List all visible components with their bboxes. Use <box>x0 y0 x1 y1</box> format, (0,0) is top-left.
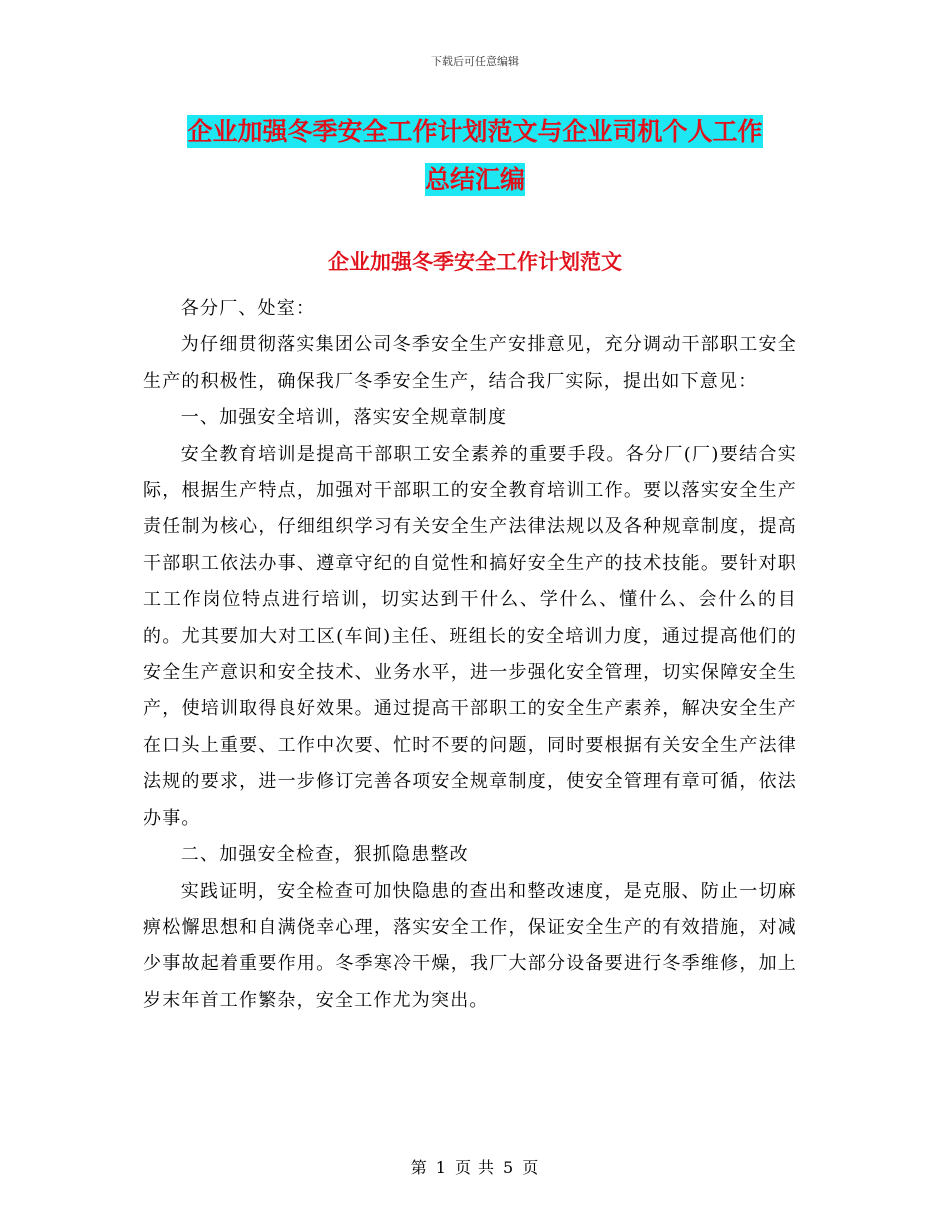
footer-suffix: 页 <box>522 1158 540 1177</box>
paragraph-training: 安全教育培训是提高干部职工安全素养的重要手段。各分厂(厂)要结合实际，根据生产特点，加强对干部职工的安全教育培训工作。要以落实安全生产责任制为核心，仔细组织学习有关安全生产法律法规以及各种规章制度，提高干部职工依法办事、遵章守纪的自觉性和搞好安全生产的技术技能。要针对职工工作岗位特点进行培训，切实达到干什么、学什么、懂什么、会什么的目的。尤其要加大对工区(车间)主任、班组长的安全培训力度，通过提高他们的安全生产意识和安全技术、业务水平，进一步强化安全管理，切实保障安全生产，使培训取得良好效果。通过提高干部职工的安全生产素养，解决安全生产在口头上重要、工作中次要、忙时不要的问题，同时要根据有关安全生产法律法规的要求，进一步修订完善各项安全规章制度，使安全管理有章可循，依法办事。 <box>143 443 797 829</box>
footer-prefix: 第 <box>410 1158 428 1177</box>
footer-total-pages: 5 <box>503 1158 515 1177</box>
document-title-line-1: 企业加强冬季安全工作计划范文与企业司机个人工作 <box>187 117 763 146</box>
header-note: 下载后可任意编辑 <box>431 55 519 68</box>
paragraph-inspection: 实践证明，安全检查可加快隐患的查出和整改速度，是克服、防止一切麻痹松懈思想和自满侥幸心理，落实安全工作，保证安全生产的有效措施，对减少事故起着重要作用。冬季寒冷干燥，我厂大部分设备要进行冬季维修，加上岁末年首工作繁杂，安全工作尤为突出。 <box>143 880 797 1011</box>
document-title <box>150 108 800 204</box>
heading-two: 二、加强安全检查，狠抓隐患整改 <box>180 844 469 866</box>
salutation: 各分厂、处室： <box>180 298 316 319</box>
heading-one: 一、加强安全培训，落实安全规章制度 <box>180 407 508 429</box>
document-body <box>143 291 797 1019</box>
page-footer <box>0 1155 950 1178</box>
footer-page-number: 1 <box>435 1158 447 1177</box>
intro-paragraph: 为仔细贯彻落实集团公司冬季安全生产安排意见，充分调动干部职工安全生产的积极性，确保我厂冬季安全生产，结合我厂实际，提出如下意见： <box>143 334 797 392</box>
footer-middle: 页 共 <box>454 1158 496 1177</box>
section-title: 企业加强冬季安全工作计划范文 <box>328 250 622 274</box>
document-title-line-2: 总结汇编 <box>424 165 525 194</box>
